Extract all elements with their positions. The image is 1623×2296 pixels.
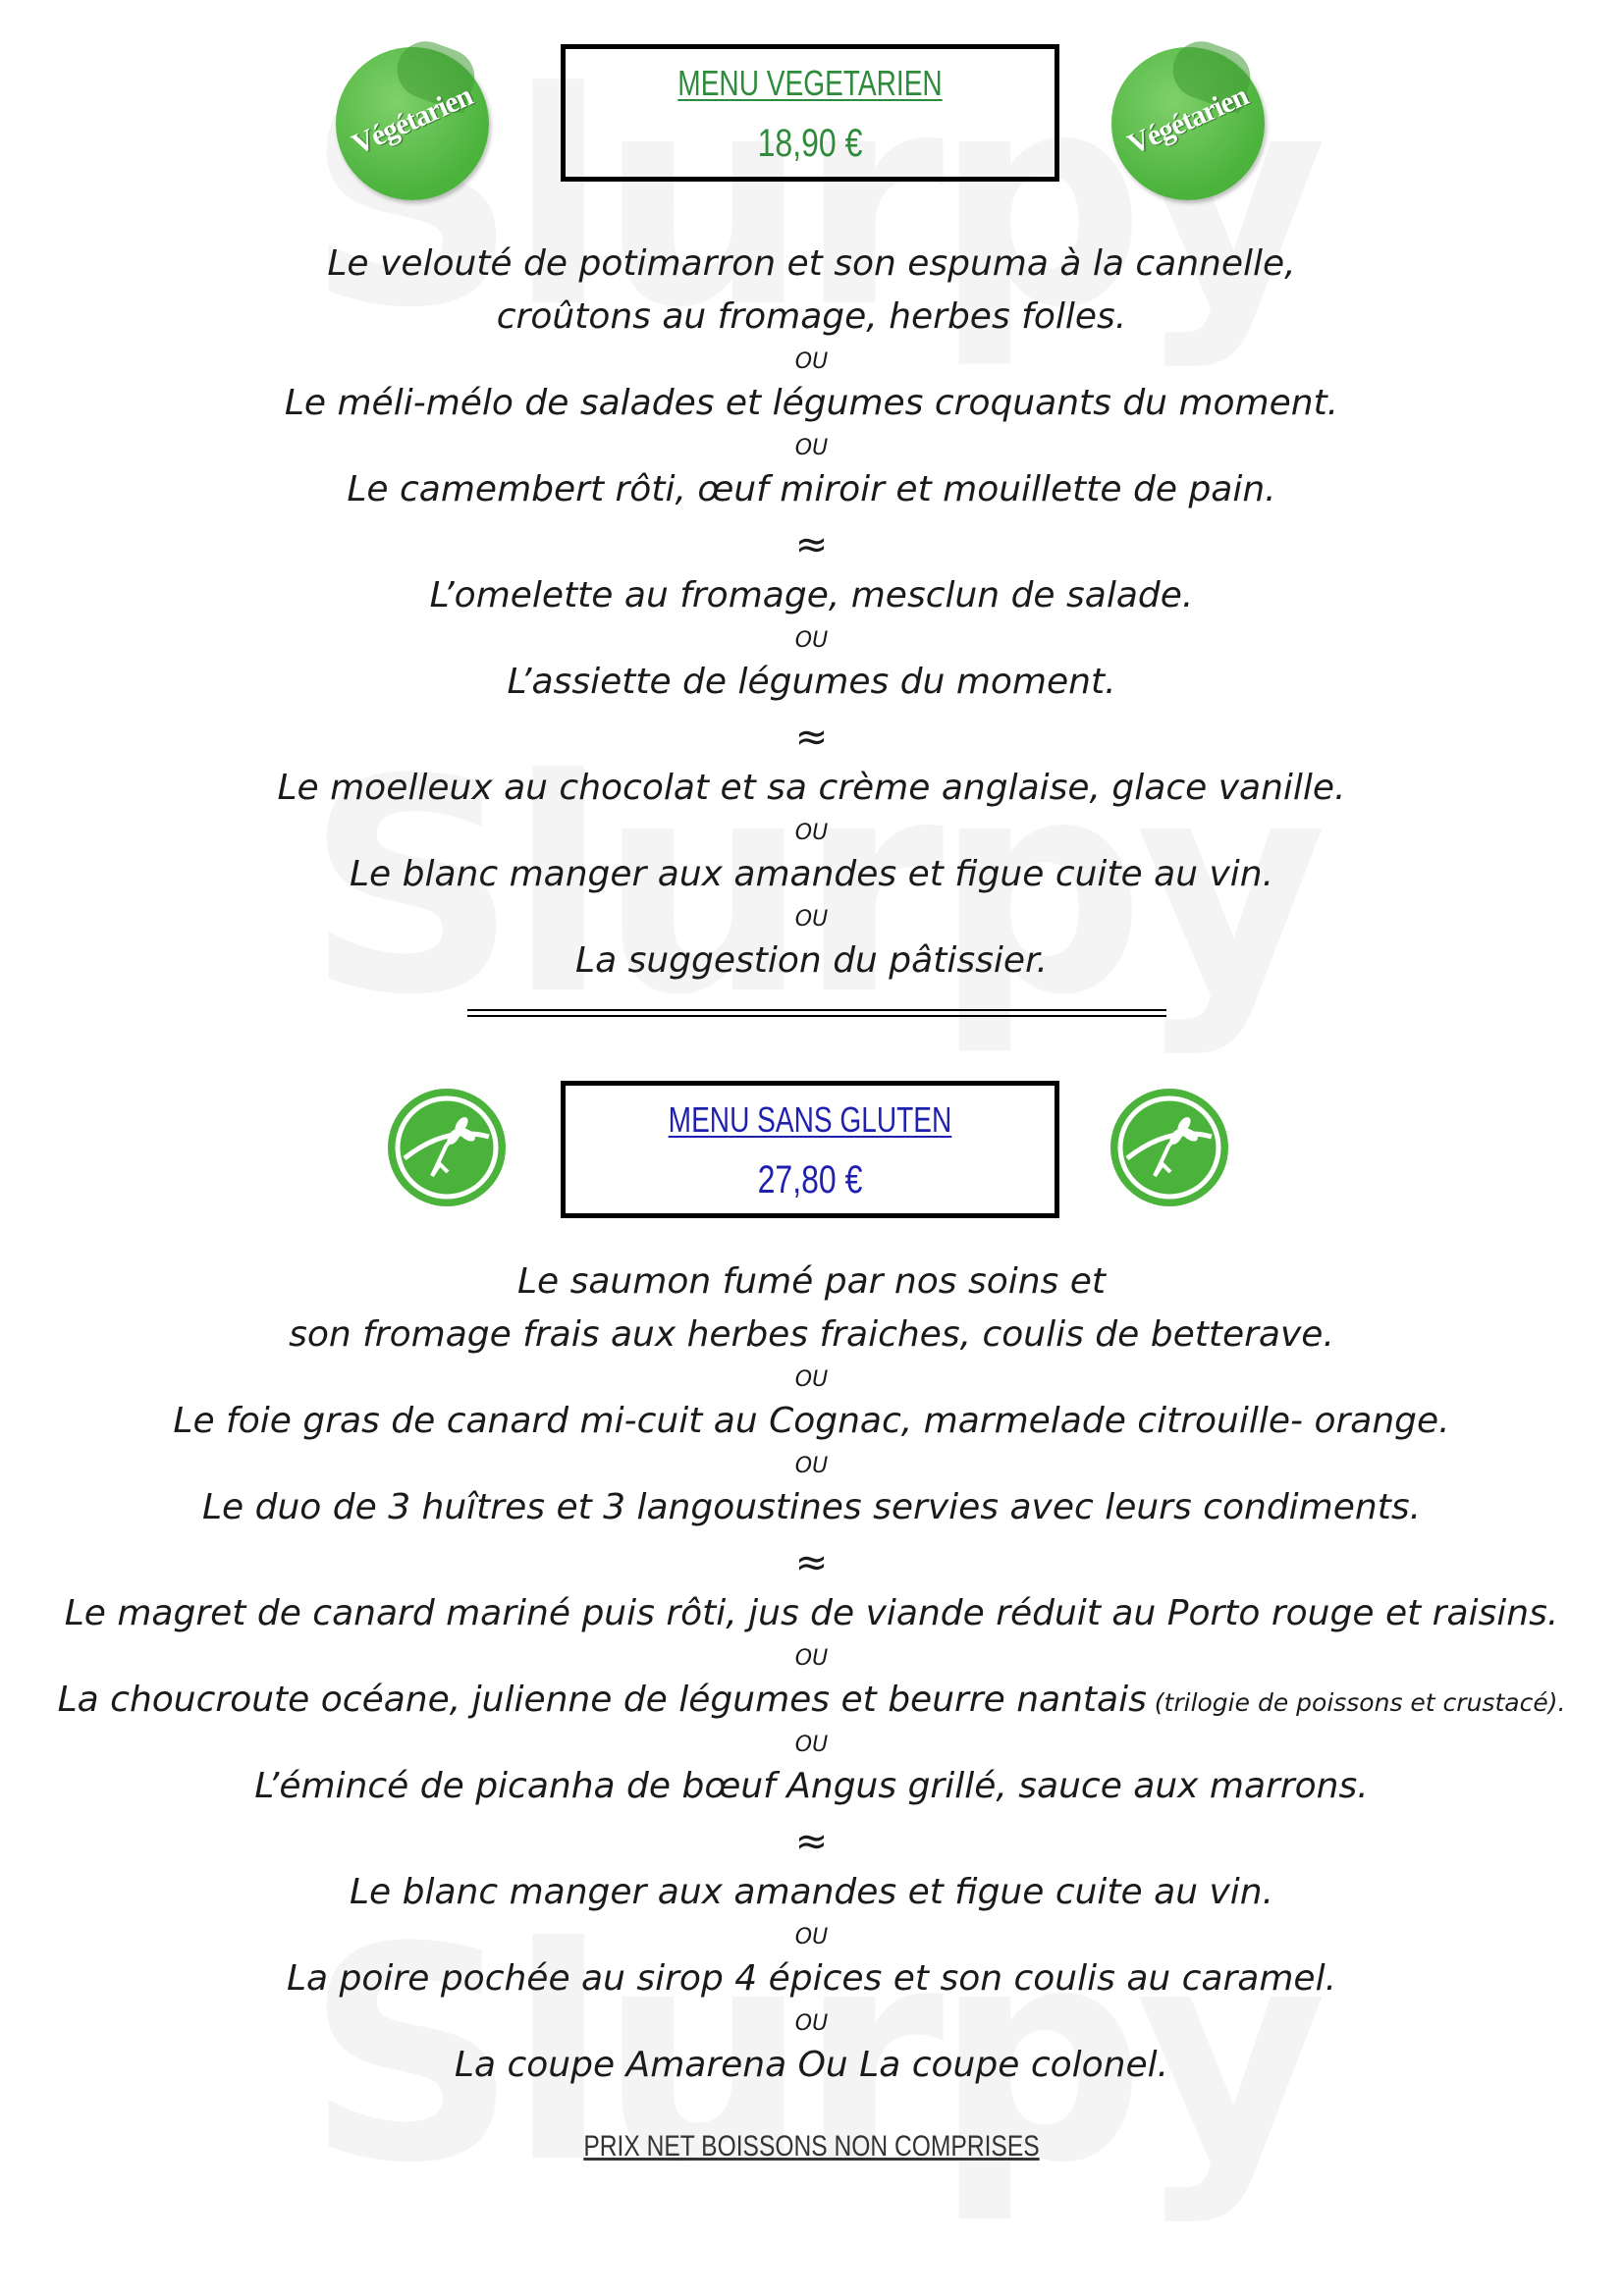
gluten-free-dish-line: son fromage frais aux herbes fraiches, coulis de betterave.	[289, 1314, 1334, 1355]
gluten-free-dish-line: La coupe Amarena Ou La coupe colonel.	[454, 2045, 1169, 2085]
vegetarian-dish-line: Le blanc manger aux amandes et figue cuite au vin.	[349, 854, 1274, 894]
vegetarian-dish-line: Le moelleux au chocolat et sa crème anglaise, glace vanille.	[277, 768, 1346, 808]
gluten-free-or-separator: OU	[794, 2011, 829, 2036]
vegetarian-menu-title-box	[561, 44, 1059, 182]
gluten-free-menu-price: 27,80 €	[757, 1158, 863, 1201]
gluten-free-course-separator: ≈	[794, 1819, 829, 1864]
section-divider	[467, 1009, 1166, 1017]
gluten-free-dish-note: (trilogie de poissons et crustacé).	[1146, 1688, 1566, 1717]
gluten-free-menu-title-box	[561, 1081, 1059, 1218]
vegetarian-dish-line: Le camembert rôti, œuf miroir et mouillette de pain.	[347, 469, 1276, 509]
vegetarian-or-separator: OU	[794, 436, 829, 460]
gluten-free-menu-title: MENU SANS GLUTEN	[668, 1099, 952, 1140]
footer-note: PRIX NET BOISSONS NON COMPRISES	[583, 2130, 1040, 2163]
gluten-free-dish-line: Le saumon fumé par nos soins et	[516, 1261, 1107, 1302]
gluten-free-dish-line: La poire pochée au sirop 4 épices et son coulis au caramel.	[286, 1958, 1337, 1999]
vegetarian-course-separator: ≈	[794, 522, 829, 567]
gluten-free-or-separator: OU	[794, 1925, 829, 1949]
gluten-free-or-separator: OU	[794, 1454, 829, 1478]
gluten-free-or-separator: OU	[794, 1646, 829, 1671]
gluten-free-dish-line: Le duo de 3 huîtres et 3 langoustines servies avec leurs condiments.	[201, 1487, 1422, 1527]
vegetarian-menu-price: 18,90 €	[757, 122, 863, 165]
vegetarian-dish-line: La suggestion du pâtissier.	[575, 940, 1048, 981]
vegetarian-or-separator: OU	[794, 821, 829, 845]
vegetarian-dish-line: Le méli-mélo de salades et légumes croquants du moment.	[284, 383, 1339, 423]
gluten-free-dish-line: Le magret de canard mariné puis rôti, jus de viande réduit au Porto rouge et raisins.	[64, 1593, 1559, 1633]
vegetarian-badge-left: Végétarien	[336, 47, 489, 200]
gluten-free-dish-line: Le foie gras de canard mi-cuit au Cognac, marmelade citrouille- orange.	[173, 1401, 1450, 1441]
gluten-free-dish-line: La choucroute océane, julienne de légumes et beurre nantais (trilogie de poissons et crustacé).	[57, 1680, 1566, 1720]
vegetarian-badge-right: Végétarien	[1111, 47, 1265, 200]
gluten-free-icon	[385, 1086, 509, 1209]
vegetarian-or-separator: OU	[794, 907, 829, 932]
gluten-free-icon	[1108, 1086, 1231, 1209]
vegetarian-course-separator: ≈	[794, 715, 829, 760]
vegetarian-dish-line: Le velouté de potimarron et son espuma à la cannelle,	[327, 243, 1296, 284]
vegetarian-dish-line: L’omelette au fromage, mesclun de salade.	[429, 575, 1194, 615]
vegetarian-menu-title: MENU VEGETARIEN	[677, 63, 943, 103]
gluten-free-dish-line: L’émincé de picanha de bœuf Angus grillé, sauce aux marrons.	[254, 1766, 1369, 1806]
vegetarian-or-separator: OU	[794, 349, 829, 374]
vegetarian-or-separator: OU	[794, 628, 829, 653]
vegetarian-dish-line: L’assiette de légumes du moment.	[507, 662, 1116, 702]
gluten-free-course-separator: ≈	[794, 1540, 829, 1585]
gluten-free-dish-line: Le blanc manger aux amandes et figue cuite au vin.	[349, 1872, 1274, 1912]
vegetarian-dish-line: croûtons au fromage, herbes folles.	[496, 296, 1127, 337]
gluten-free-or-separator: OU	[794, 1733, 829, 1757]
gluten-free-or-separator: OU	[794, 1367, 829, 1392]
